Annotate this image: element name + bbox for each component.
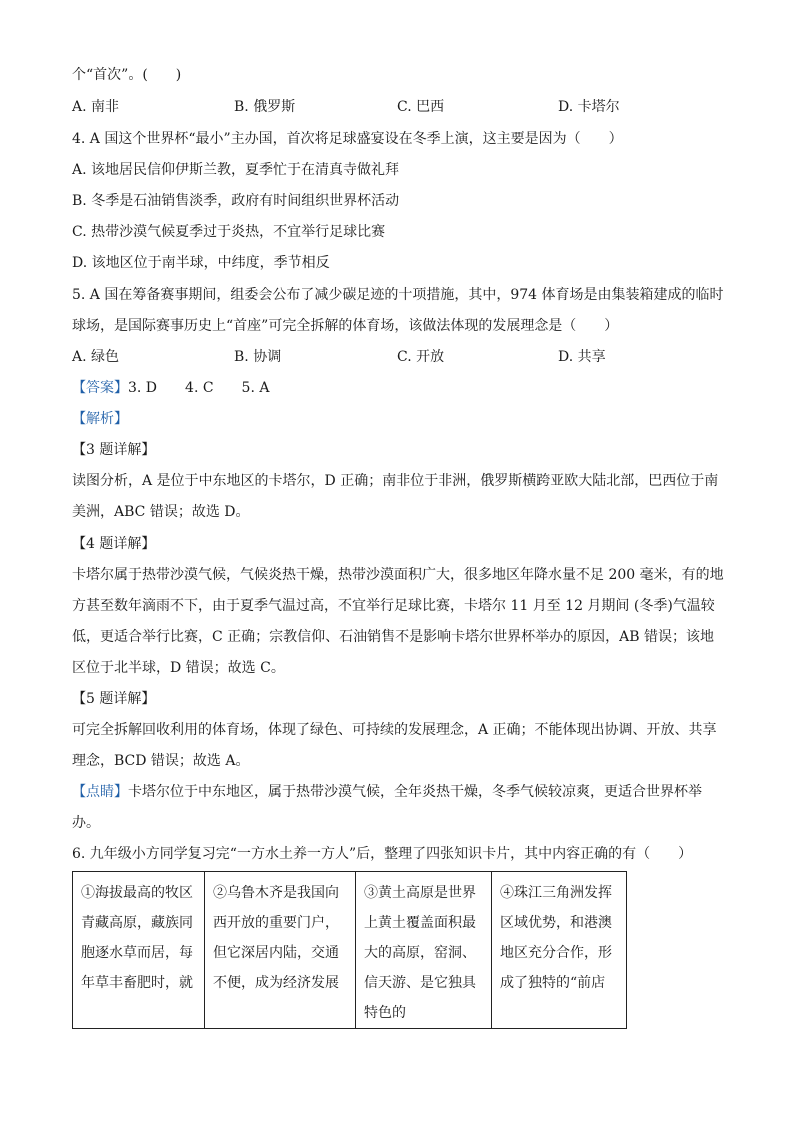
q3-option-c: C. 巴西 [397, 99, 445, 115]
card-2: ②乌鲁木齐是我国向西开放的重要门户，但它深居内陆，交通不便，成为经济发展 [205, 872, 356, 1029]
detail-4-line-2: 方甚至数年滴雨不下，由于夏季气温过高，不宜举行足球比赛，卡塔尔 11 月至 12 月期间 (冬季)气温较 [72, 598, 715, 614]
answer-line [72, 378, 269, 398]
detail-5-tag: 【5 题详解】 [72, 691, 156, 707]
detail-4-line-1: 卡塔尔属于热带沙漠气候，气候炎热干燥，热带沙漠面积广大，很多地区年降水量不足 200 毫米，有的地 [72, 567, 724, 583]
q5-option-c: C. 开放 [397, 349, 445, 365]
q3-option-a: A. 南非 [72, 99, 120, 115]
detail-4-tag: 【4 题详解】 [72, 536, 156, 552]
detail-3-line-1: 读图分析，A 是位于中东地区的卡塔尔，D 正确；南非位于非洲，俄罗斯横跨亚欧大陆北部，巴西位于南 [72, 473, 719, 489]
tip-text-1: 卡塔尔位于中东地区，属于热带沙漠气候，全年炎热干燥，冬季气候较凉爽，更适合世界杯举 [128, 784, 702, 800]
q4-option-b: B. 冬季是石油销售淡季，政府有时间组织世界杯活动 [72, 193, 400, 209]
card-3: ③黄土高原是世界上黄土覆盖面积最大的高原，窑洞、信天游、是它独具特色的 [356, 872, 492, 1029]
tip-line-1 [72, 782, 702, 802]
q5-stem-line-1: 5. A 国在筹备赛事期间，组委会公布了减少碳足迹的十项措施，其中，974 体育场是由集装箱建成的临时 [72, 287, 724, 303]
answer-tag: 【答案】 [72, 380, 128, 396]
tip-tag: 【点睛】 [72, 784, 128, 800]
analysis-tag: 【解析】 [72, 411, 128, 427]
tip-line-2: 办。 [72, 815, 100, 831]
knowledge-cards-table [72, 871, 627, 1029]
q5-option-d: D. 共享 [558, 349, 606, 365]
q4-option-d: D. 该地区位于南半球，中纬度，季节相反 [72, 255, 330, 271]
card-4: ④珠江三角洲发挥区域优势，和港澳地区充分合作，形成了独特的“前店 [492, 872, 627, 1029]
q4-option-c: C. 热带沙漠气候夏季过于炎热，不宜举行足球比赛 [72, 224, 386, 240]
detail-3-line-2: 美洲，ABC 错误；故选 D。 [72, 504, 250, 520]
q4-option-a: A. 该地居民信仰伊斯兰教，夏季忙于在清真寺做礼拜 [72, 162, 400, 178]
q3-tail: 个“首次”。( ) [72, 67, 182, 83]
detail-5-line-1: 可完全拆解回收利用的体育场，体现了绿色、可持续的发展理念，A 正确；不能体现出协调、开放、共享 [72, 722, 717, 738]
answer-text: 3. D 4. C 5. A [128, 380, 270, 396]
detail-5-line-2: 理念，BCD 错误；故选 A。 [72, 753, 250, 769]
q5-option-b: B. 协调 [234, 349, 282, 365]
q3-option-b: B. 俄罗斯 [234, 99, 296, 115]
q4-stem: 4. A 国这个世界杯“最小”主办国，首次将足球盛宴设在冬季上演，这主要是因为（ ） [72, 131, 623, 147]
detail-4-line-4: 区位于北半球，D 错误；故选 C。 [72, 660, 285, 676]
q3-option-d: D. 卡塔尔 [558, 99, 620, 115]
card-1: ①海拔最高的牧区青藏高原，藏族同胞逐水草而居，每年草丰畜肥时，就 [73, 872, 205, 1029]
q5-option-a: A. 绿色 [72, 349, 120, 365]
q6-stem: 6. 九年级小方同学复习完“一方水土养一方人”后，整理了四张知识卡片，其中内容正确的有（ ） [72, 846, 693, 862]
q5-stem-line-2: 球场，是国际赛事历史上“首座”可完全拆解的体育场，该做法体现的发展理念是（ ） [72, 318, 619, 334]
detail-3-tag: 【3 题详解】 [72, 442, 156, 458]
detail-4-line-3: 低，更适合举行比赛，C 正确；宗教信仰、石油销售不是影响卡塔尔世界杯举办的原因，AB 错误；该地 [72, 629, 715, 645]
